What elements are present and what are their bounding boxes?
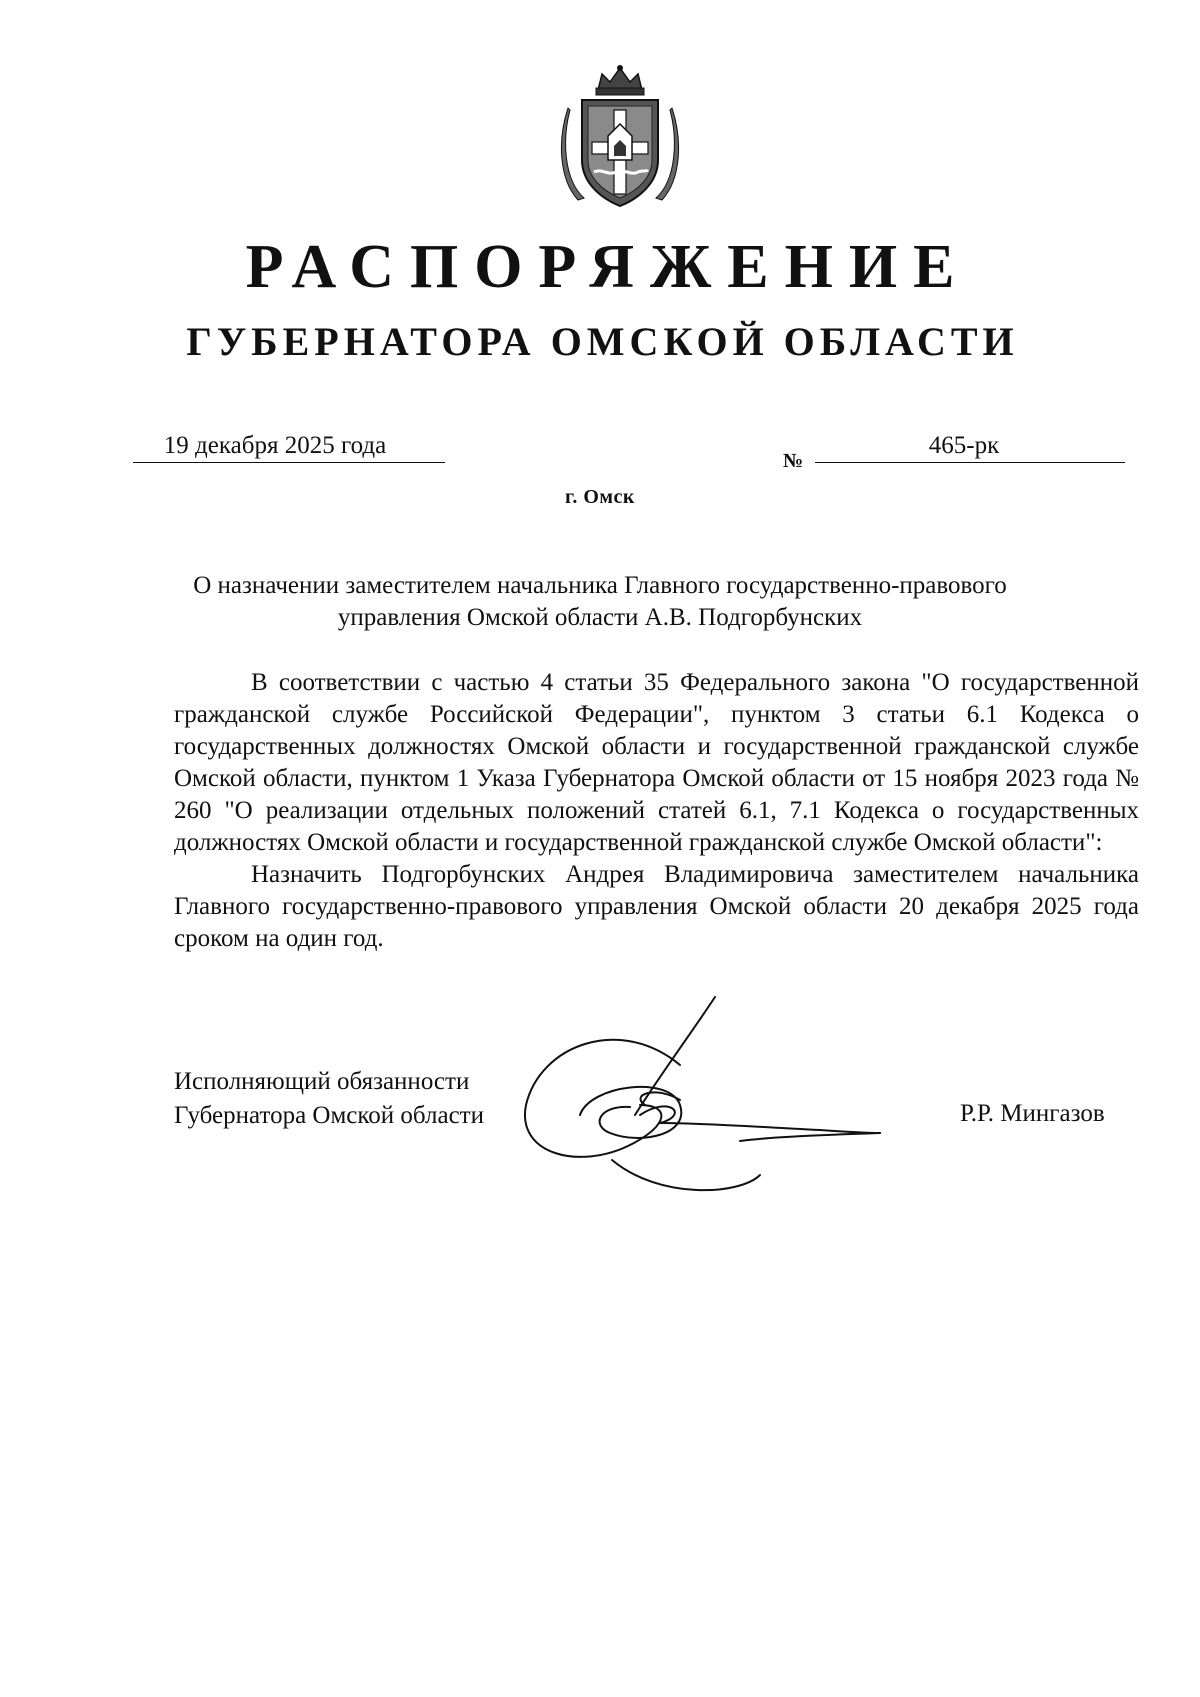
document-date: 19 декабря 2025 года (133, 432, 445, 463)
document-number: 465-рк (815, 432, 1125, 463)
subject-line: управления Омской области А.В. Подгорбунских (337, 604, 863, 631)
document-subtitle: ГУБЕРНАТОРА ОМСКОЙ ОБЛАСТИ (186, 319, 1019, 364)
coat-of-arms-icon (560, 60, 680, 210)
handwritten-signature-icon (520, 995, 940, 1205)
subject-line: О назначении заместителем начальника Главного государственно-правового (193, 572, 1007, 599)
signer-position (174, 1065, 484, 1133)
body-paragraph: В соответствии с частью 4 статьи 35 Федерального закона "О государственной гражданской службе Российской Федерации", пунктом 3 статьи 6.1 Кодекса о государственных должностях Омской области и государственной гражданской службе Омской области, пунктом 1 Указа Губернатора Омской области от 15 ноября 2023 года № 260 "О реализации отдельных положений статей 6.1, 7.1 Кодекса о государственных должностях Омской области и государственной гражданской службе Омской области": (174, 669, 1139, 856)
document-title: РАСПОРЯЖЕНИЕ (245, 233, 971, 301)
signer-name: Р.Р. Мингазов (960, 1100, 1105, 1127)
body-paragraph: Назначить Подгорбунских Андрея Владимировича заместителем начальника Главного государственно-правового управления Омской области 20 декабря 2025 года сроком на один год. (174, 861, 1139, 952)
signer-position-line: Исполняющий обязанности (174, 1068, 470, 1095)
number-sign: № (783, 450, 804, 472)
signer-position-line: Губернатора Омской области (174, 1102, 484, 1129)
document-city: г. Омск (565, 486, 635, 508)
document-body (174, 667, 1139, 955)
document-subject (150, 570, 1050, 634)
